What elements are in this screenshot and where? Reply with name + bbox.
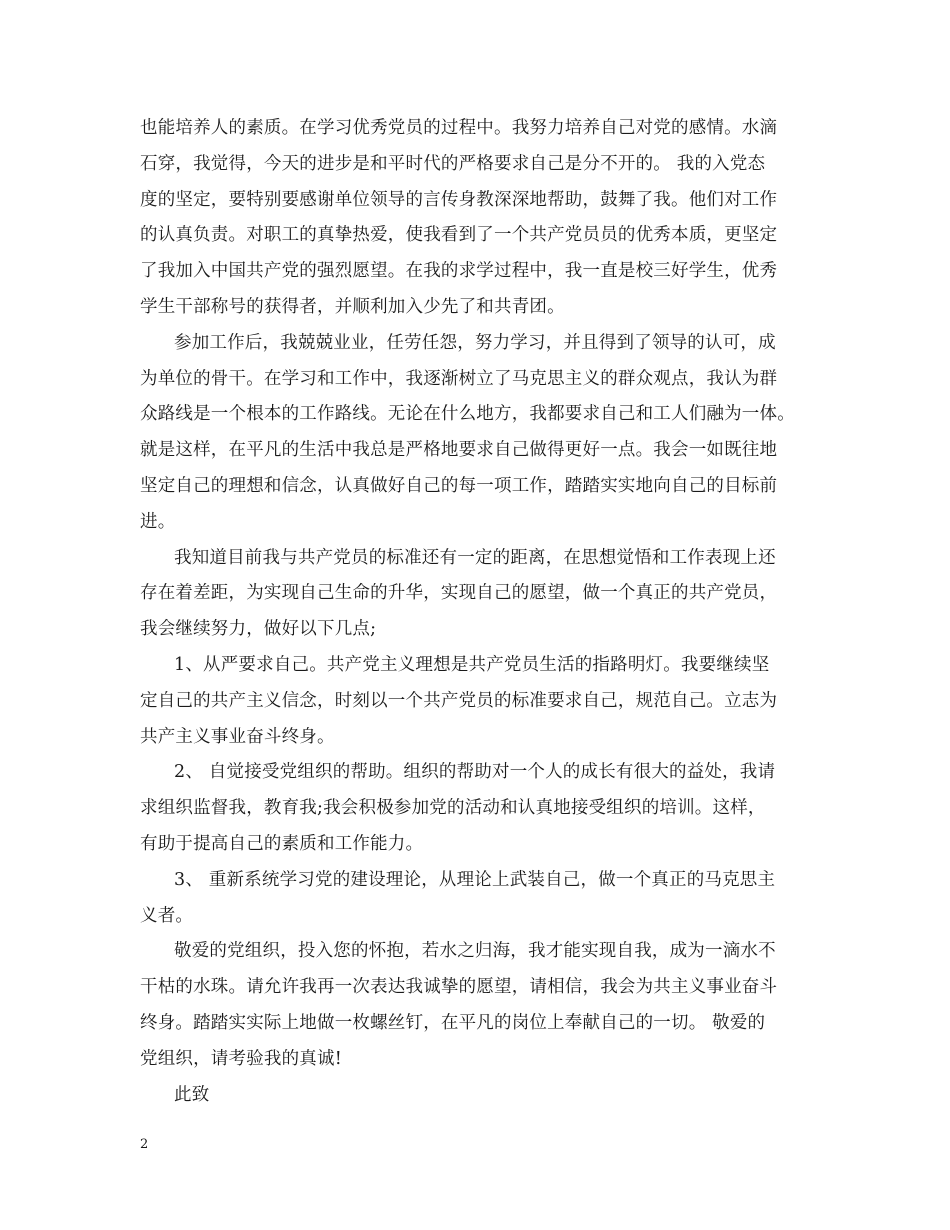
text-line: 众路线是一个根本的工作路线。无论在什么地方，我都要求自己和工人们融为一体。 [140,404,795,425]
text-line: 共产主义事业奋斗终身。 [140,726,335,747]
text-line: 终身。踏踏实实际上地做一枚螺丝钉，在平凡的岗位上奉献自己的一切。 敬爱的 [140,1012,766,1033]
paragraph-start-line: 敬爱的党组织，投入您的怀抱，若水之归海，我才能实现自我，成为一滴水不 [174,941,776,962]
body-text [140,111,820,1113]
text-line: 有助于提高自己的素质和工作能力。 [140,833,424,854]
text-line: 我会继续努力，做好以下几点; [140,619,377,640]
text-line: 就是这样，在平凡的生活中我总是严格地要求自己做得更好一点。我会一如既往地 [140,440,778,461]
text-line: 石穿，我觉得，今天的进步是和平时代的严格要求自己是分不开的。 我的入党态 [140,153,766,174]
list-item-1-line: 1、从严要求自己。共产党主义理想是共产党员生活的指路明灯。我要继续坚 [174,654,770,675]
paragraph-start-line: 参加工作后，我兢兢业业，任劳任怨，努力学习，并且得到了领导的认可，成 [174,332,776,353]
text-line: 了我加入中国共产党的强烈愿望。在我的求学过程中，我一直是校三好学生，优秀 [140,261,778,282]
text-line: 义者。 [140,905,194,926]
text-line: 求组织监督我，教育我;我会积极参加党的活动和认真地接受组织的培训。这样， [140,798,766,819]
text-line: 度的坚定，要特别要感谢单位领导的言传身教深深地帮助，鼓舞了我。他们对工作 [140,189,778,210]
text-line: 党组织，请考验我的真诚! [140,1048,342,1069]
text-line: 存在着差距，为实现自己生命的升华，实现自己的愿望，做一个真正的共产党员， [140,583,778,604]
text-line: 的认真负责。对职工的真挚热爱，使我看到了一个共产党员员的优秀本质，更坚定 [140,225,778,246]
list-item-2-line: 2、 自觉接受党组织的帮助。组织的帮助对一个人的成长有很大的益处，我请 [174,762,776,783]
text-line: 学生干部称号的获得者，并顺利加入少先了和共青团。 [140,296,565,317]
text-line: 进。 [140,511,176,532]
text-line: 干枯的水珠。请允许我再一次表达我诚挚的愿望，请相信，我会为共主义事业奋斗 [140,977,778,998]
text-line: 也能培养人的素质。在学习优秀党员的过程中。我努力培养自己对党的感情。水滴 [140,118,778,138]
text-line: 为单位的骨干。在学习和工作中，我逐渐树立了马克思主义的群众观点，我认为群 [140,368,778,389]
text-line: 坚定自己的理想和信念，认真做好自己的每一项工作，踏踏实实地向自己的目标前 [140,475,778,496]
page-number: 2 [140,1137,149,1152]
paragraph-start-line: 我知道目前我与共产党员的标准还有一定的距离，在思想觉悟和工作表现上还 [174,547,776,568]
list-item-3-line: 3、 重新系统学习党的建设理论，从理论上武装自己，做一个真正的马克思主 [174,869,776,890]
closing-salutation: 此致 [174,1084,210,1105]
text-line: 定自己的共产主义信念，时刻以一个共产党员的标准要求自己，规范自己。立志为 [140,690,778,711]
